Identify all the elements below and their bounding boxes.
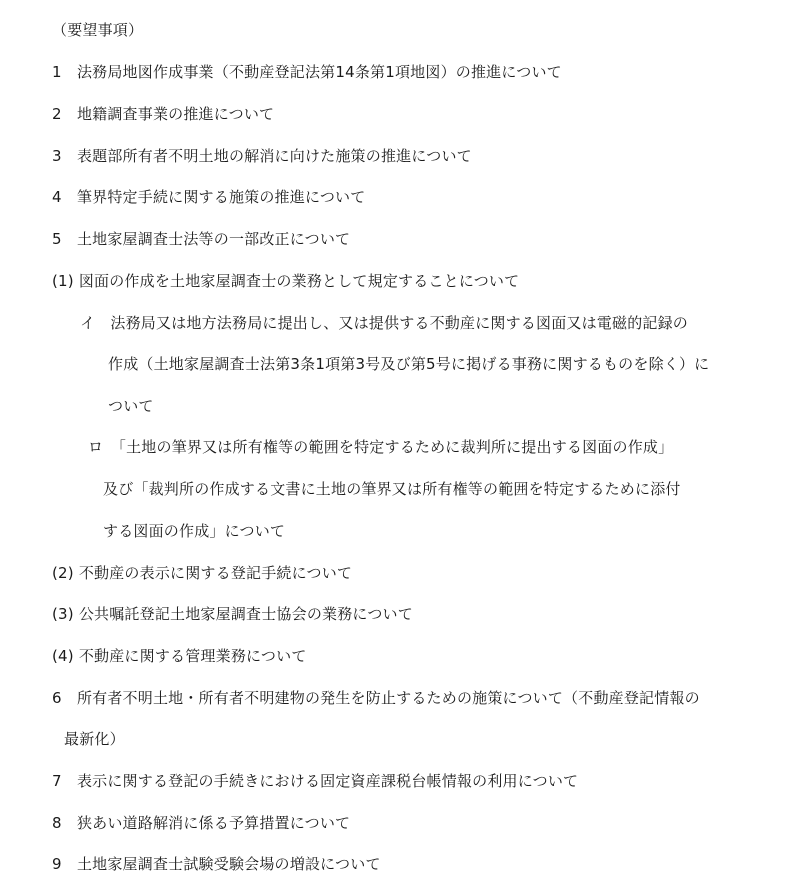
sub-item-5-1-i-cont1: 作成（土地家屋調査士法第3条1項第3号及び第5号に掲げる事務に関するものを除く）に — [108, 355, 710, 373]
item-9: 9 土地家屋調査士試験受験会場の増設について — [52, 855, 381, 873]
sub-item-5-3: (3) 公共嘱託登記土地家屋調査士協会の業務について — [52, 605, 413, 623]
sub-item-5-1-ro-cont2: する図面の作成」について — [103, 522, 286, 540]
item-7: 7 表示に関する登記の手続きにおける固定資産課税台帳情報の利用について — [52, 772, 579, 790]
sub-item-5-4: (4) 不動産に関する管理業務について — [52, 647, 307, 665]
item-5: 5 土地家屋調査士法等の一部改正について — [52, 230, 351, 248]
item-2: 2 地籍調査事業の推進について — [52, 105, 275, 123]
sub-item-5-1: (1) 図面の作成を土地家屋調査士の業務として規定することについて — [52, 272, 520, 290]
sub-item-5-2: (2) 不動産の表示に関する登記手続について — [52, 564, 353, 582]
sub-item-5-1-ro: ロ 「土地の筆界又は所有権等の範囲を特定するために裁判所に提出する図面の作成」 — [88, 438, 674, 456]
item-6-cont: 最新化） — [64, 730, 125, 748]
sub-item-5-1-ro-cont1: 及び「裁判所の作成する文書に土地の筆界又は所有権等の範囲を特定するために添付 — [103, 480, 681, 498]
item-6: 6 所有者不明土地・所有者不明建物の発生を防止するための施策について（不動産登記情報の — [52, 689, 700, 707]
item-3: 3 表題部所有者不明土地の解消に向けた施策の推進について — [52, 147, 472, 165]
sub-item-5-1-i-cont2: ついて — [108, 397, 154, 415]
item-8: 8 狭あい道路解消に係る予算措置について — [52, 814, 351, 832]
document-heading: （要望事項） — [52, 21, 144, 39]
item-1: 1 法務局地図作成事業（不動産登記法第14条第1項地図）の推進について — [52, 63, 562, 81]
item-4: 4 筆界特定手続に関する施策の推進について — [52, 188, 366, 206]
sub-item-5-1-i: イ 法務局又は地方法務局に提出し、又は提供する不動産に関する図面又は電磁的記録の — [80, 314, 689, 332]
